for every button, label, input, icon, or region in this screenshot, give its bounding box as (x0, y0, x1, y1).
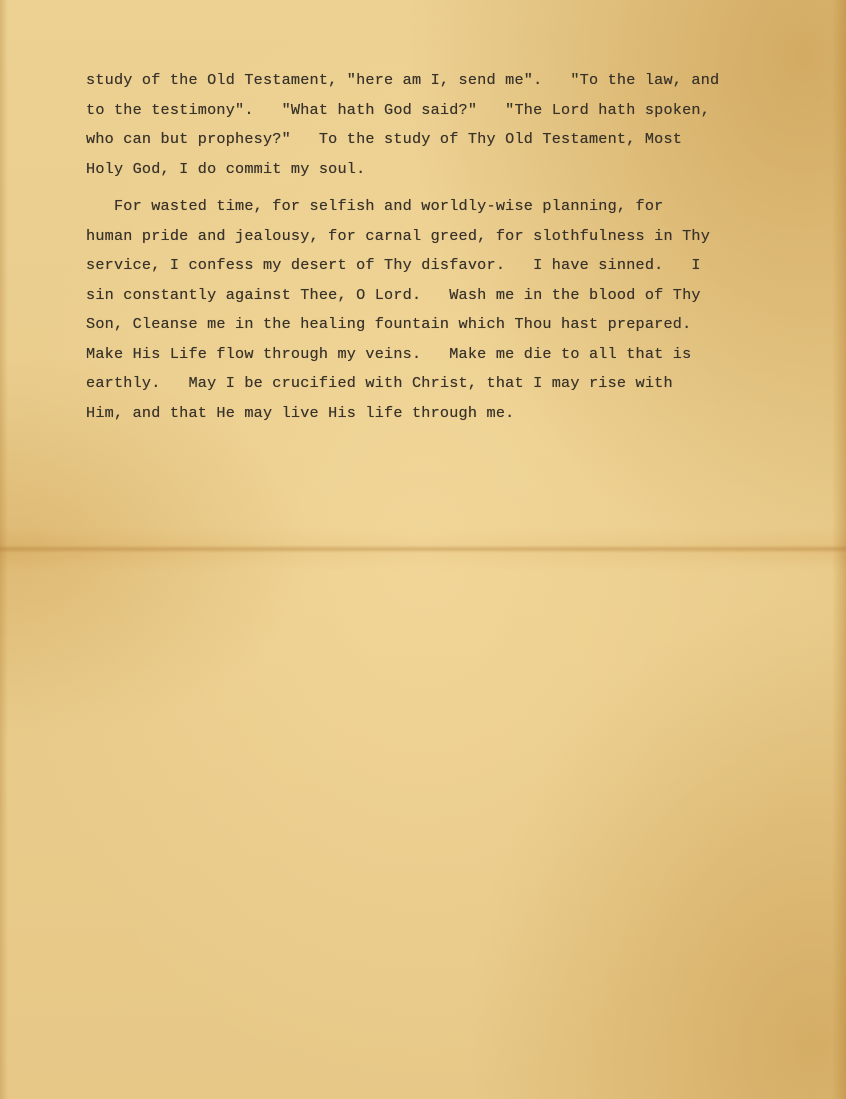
text-line: For wasted time, for selfish and worldly-wise planning, for (86, 197, 664, 215)
text-line: to the testimony". "What hath God said?" "The Lord hath spoken, (86, 100, 711, 119)
text-line: study of the Old Testament, "here am I, send me". "To the law, and (86, 71, 720, 89)
paragraph (86, 192, 786, 428)
text-line: Holy God, I do commit my soul. (86, 159, 366, 178)
paragraph (86, 66, 786, 184)
typed-text-body (86, 66, 786, 428)
text-line: Son, Cleanse me in the healing fountain which Thou hast prepared. (86, 315, 692, 333)
text-line: who can but prophesy?" To the study of Thy Old Testament, Most (86, 130, 683, 148)
text-line: earthly. May I be crucified with Christ, that I may rise with (86, 374, 673, 392)
text-line: sin constantly against Thee, O Lord. Wash me in the blood of Thy (86, 285, 701, 304)
text-line: Make His Life flow through my veins. Make me die to all that is (86, 344, 692, 363)
paper-fold-crease (0, 545, 846, 553)
text-line: human pride and jealousy, for carnal greed, for slothfulness in Thy (86, 226, 711, 245)
text-line: service, I confess my desert of Thy disfavor. I have sinned. I (86, 256, 701, 274)
text-line: Him, and that He may live His life through me. (86, 403, 515, 422)
